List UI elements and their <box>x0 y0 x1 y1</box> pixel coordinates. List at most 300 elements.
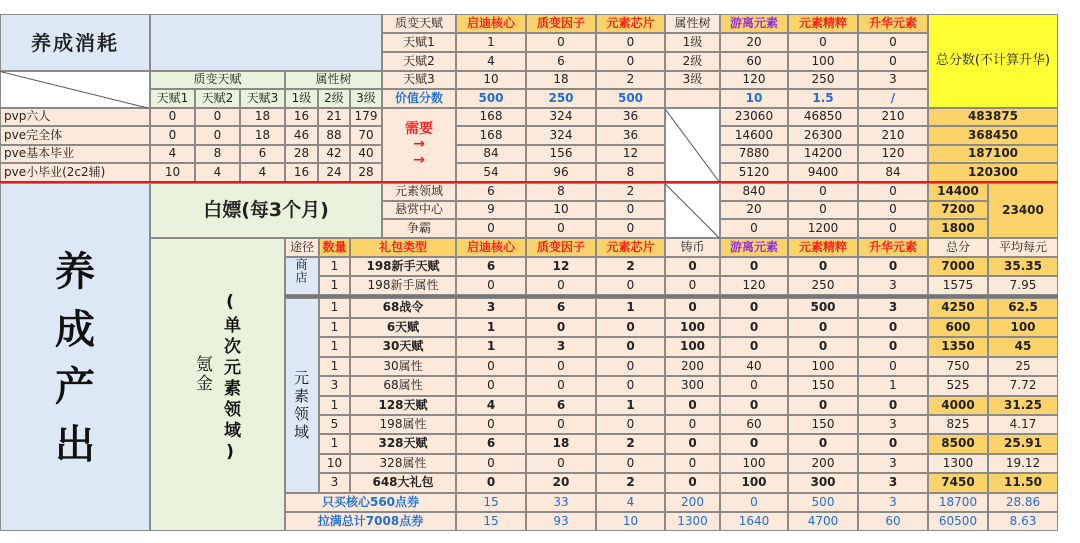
pack-name: 328属性 <box>350 454 456 473</box>
pack-coin: 0 <box>665 396 720 415</box>
need-youli: 23060 <box>720 108 788 126</box>
header-tree: 属性树 <box>665 14 720 33</box>
header-l1: 1级 <box>285 89 318 108</box>
pack-factor: 0 <box>526 357 596 376</box>
consumption-value: 24 <box>318 163 350 182</box>
talent-factor: 0 <box>526 33 596 52</box>
pack-qty: 10 <box>319 454 350 473</box>
pack-factor: 0 <box>526 454 596 473</box>
pack-chip: 2 <box>596 257 665 276</box>
need-shenghua: 120 <box>858 145 928 163</box>
pack-shenghua: 0 <box>858 434 928 454</box>
corner-cell <box>0 71 150 108</box>
output-header-coin: 铸币 <box>665 238 720 257</box>
output-title-char: 出 <box>55 421 95 468</box>
summary-core: 15 <box>456 493 526 512</box>
pack-qty: 1 <box>319 318 350 337</box>
pack-avg: 31.25 <box>988 396 1058 415</box>
consumption-value: 0 <box>195 108 240 126</box>
pack-youli: 0 <box>720 298 788 318</box>
pack-name: 648大礼包 <box>350 473 456 493</box>
pack-chip: 0 <box>596 454 665 473</box>
consumption-value: 10 <box>150 163 195 182</box>
summary-jingcui: 4700 <box>788 512 858 531</box>
pack-total: 1300 <box>928 454 988 473</box>
summary-name: 只买核心560点券 <box>285 493 456 512</box>
pack-chip: 1 <box>596 298 665 318</box>
need-total: 483875 <box>928 108 1058 126</box>
pack-youli: 120 <box>720 276 788 295</box>
need-jingcui: 26300 <box>788 126 858 145</box>
pack-name: 68战令 <box>350 298 456 318</box>
output-title-char: 产 <box>55 364 95 411</box>
level-name: 1级 <box>665 33 720 52</box>
consumption-value: 18 <box>240 108 285 126</box>
pack-factor: 6 <box>526 298 596 318</box>
pack-total: 4250 <box>928 298 988 318</box>
pack-youli: 0 <box>720 318 788 337</box>
output-header-factor: 质变因子 <box>526 238 596 257</box>
summary-coin: 200 <box>665 493 720 512</box>
header-zhibian: 质变天赋 <box>150 71 285 89</box>
consumption-value: 4 <box>195 163 240 182</box>
pack-avg: 11.50 <box>988 473 1058 493</box>
consumption-row-label: pvp六人 <box>0 108 150 126</box>
need-core: 84 <box>456 145 526 163</box>
pack-youli: 60 <box>720 415 788 434</box>
consumption-value: 18 <box>240 126 285 145</box>
pack-factor: 18 <box>526 434 596 454</box>
output-header-chip: 元素芯片 <box>596 238 665 257</box>
pack-factor: 0 <box>526 376 596 396</box>
pack-coin: 0 <box>665 473 720 493</box>
header-youli: 游离元素 <box>720 14 788 33</box>
pack-jingcui: 500 <box>788 298 858 318</box>
output-header-avg: 平均每元 <box>988 238 1058 257</box>
pack-qty: 3 <box>319 473 350 493</box>
pack-chip: 1 <box>596 396 665 415</box>
summary-youli: 1640 <box>720 512 788 531</box>
level-name: 3级 <box>665 71 720 89</box>
value-blank <box>665 89 720 108</box>
pack-factor: 0 <box>526 318 596 337</box>
value-chip: 500 <box>596 89 665 108</box>
need-jingcui: 14200 <box>788 145 858 163</box>
talent-name: 天赋3 <box>382 71 456 89</box>
consumption-value: 42 <box>318 145 350 163</box>
pack-name: 198新手属性 <box>350 276 456 295</box>
talent-factor: 18 <box>526 71 596 89</box>
title-blank <box>150 14 382 71</box>
consumption-value: 0 <box>150 126 195 145</box>
level-shenghua: 0 <box>858 33 928 52</box>
pack-core: 1 <box>456 337 526 357</box>
pack-name: 198新手天赋 <box>350 257 456 276</box>
pack-qty: 1 <box>319 298 350 318</box>
pack-avg: 25.91 <box>988 434 1058 454</box>
pack-total: 7450 <box>928 473 988 493</box>
pack-factor: 12 <box>526 257 596 276</box>
output-header-shenghua: 升华元素 <box>858 238 928 257</box>
pack-total: 1350 <box>928 337 988 357</box>
need-youli: 7880 <box>720 145 788 163</box>
pack-avg: 45 <box>988 337 1058 357</box>
pack-jingcui: 150 <box>788 376 858 396</box>
output-header-route: 途径 <box>285 238 319 257</box>
pack-core: 0 <box>456 276 526 295</box>
need-text: → <box>413 151 425 168</box>
pack-factor: 20 <box>526 473 596 493</box>
level-jingcui: 250 <box>788 71 858 89</box>
pack-core: 0 <box>456 473 526 493</box>
summary-youli: 0 <box>720 493 788 512</box>
pack-youli: 0 <box>720 434 788 454</box>
free-factor: 10 <box>526 201 596 219</box>
free-sum: 23400 <box>988 183 1058 238</box>
pack-qty: 1 <box>319 396 350 415</box>
pack-shenghua: 3 <box>858 415 928 434</box>
consumption-title: 养成消耗 <box>0 14 150 71</box>
free-chip: 2 <box>596 183 665 201</box>
value-core: 500 <box>456 89 526 108</box>
summary-name: 拉满总计7008点券 <box>285 512 456 531</box>
consumption-value: 21 <box>318 108 350 126</box>
consumption-row-label: pve基本毕业 <box>0 145 150 163</box>
pack-total: 8500 <box>928 434 988 454</box>
free-chip: 0 <box>596 201 665 219</box>
need-chip: 12 <box>596 145 665 163</box>
header-total: 总分数(不计算升华) <box>928 14 1058 108</box>
pack-chip: 0 <box>596 357 665 376</box>
summary-coin: 1300 <box>665 512 720 531</box>
pack-youli: 100 <box>720 454 788 473</box>
pack-chip: 0 <box>596 337 665 357</box>
pack-qty: 1 <box>319 337 350 357</box>
pack-qty: 3 <box>319 376 350 396</box>
need-total: 187100 <box>928 145 1058 163</box>
pack-core: 0 <box>456 376 526 396</box>
value-label: 价值分数 <box>382 89 456 108</box>
paid-label: 氪金 <box>192 355 212 393</box>
pack-qty: 1 <box>319 257 350 276</box>
level-jingcui: 100 <box>788 52 858 71</box>
free-jingcui: 1200 <box>788 219 858 238</box>
output-header-pack: 礼包类型 <box>350 238 456 257</box>
consumption-value: 40 <box>350 145 382 163</box>
summary-total: 60500 <box>928 512 988 531</box>
consumption-value: 4 <box>150 145 195 163</box>
talent-chip: 2 <box>596 71 665 89</box>
need-chip: 36 <box>596 126 665 145</box>
need-youli: 14600 <box>720 126 788 145</box>
talent-chip: 0 <box>596 52 665 71</box>
need-youli: 5120 <box>720 163 788 182</box>
summary-factor: 33 <box>526 493 596 512</box>
free-shenghua: 0 <box>858 183 928 201</box>
pack-jingcui: 0 <box>788 257 858 276</box>
free-core: 9 <box>456 201 526 219</box>
need-factor: 324 <box>526 126 596 145</box>
summary-total: 18700 <box>928 493 988 512</box>
pack-jingcui: 150 <box>788 415 858 434</box>
header-jingcui: 元素精粹 <box>788 14 858 33</box>
free-total: 1800 <box>928 219 988 238</box>
pack-qty: 1 <box>319 434 350 454</box>
pack-coin: 100 <box>665 337 720 357</box>
pack-youli: 0 <box>720 376 788 396</box>
pack-jingcui: 0 <box>788 396 858 415</box>
free-chip: 0 <box>596 219 665 238</box>
pack-avg: 35.35 <box>988 257 1058 276</box>
need-core: 168 <box>456 126 526 145</box>
summary-core: 15 <box>456 512 526 531</box>
pack-qty: 1 <box>319 357 350 376</box>
pack-factor: 0 <box>526 415 596 434</box>
pack-total: 1575 <box>928 276 988 295</box>
consumption-value: 16 <box>285 108 318 126</box>
pack-core: 6 <box>456 257 526 276</box>
pack-shenghua: 0 <box>858 318 928 337</box>
value-youli: 10 <box>720 89 788 108</box>
pack-shenghua: 0 <box>858 357 928 376</box>
pack-name: 198属性 <box>350 415 456 434</box>
pack-shenghua: 3 <box>858 473 928 493</box>
summary-jingcui: 500 <box>788 493 858 512</box>
pack-name: 128天赋 <box>350 396 456 415</box>
consumption-row-label: pve完全体 <box>0 126 150 145</box>
talent-name: 天赋2 <box>382 52 456 71</box>
free-shenghua: 0 <box>858 219 928 238</box>
pack-name: 30属性 <box>350 357 456 376</box>
pack-name: 6天赋 <box>350 318 456 337</box>
free-youli: 0 <box>720 219 788 238</box>
summary-shenghua: 3 <box>858 493 928 512</box>
output-header-total: 总分 <box>928 238 988 257</box>
pack-total: 825 <box>928 415 988 434</box>
pack-coin: 0 <box>665 415 720 434</box>
output-header-core: 启迪核心 <box>456 238 526 257</box>
pack-coin: 0 <box>665 454 720 473</box>
pack-shenghua: 3 <box>858 298 928 318</box>
pack-shenghua: 1 <box>858 376 928 396</box>
consumption-value: 70 <box>350 126 382 145</box>
need-shenghua: 210 <box>858 108 928 126</box>
pack-jingcui: 0 <box>788 318 858 337</box>
pack-youli: 100 <box>720 473 788 493</box>
need-shenghua: 84 <box>858 163 928 182</box>
pack-avg: 19.12 <box>988 454 1058 473</box>
free-jingcui: 0 <box>788 183 858 201</box>
level-jingcui: 0 <box>788 33 858 52</box>
need-diag-cell <box>665 108 720 182</box>
pack-coin: 0 <box>665 434 720 454</box>
pack-avg: 100 <box>988 318 1058 337</box>
summary-shenghua: 60 <box>858 512 928 531</box>
output-title-char: 成 <box>55 306 95 353</box>
consumption-value: 88 <box>318 126 350 145</box>
pack-name: 328天赋 <box>350 434 456 454</box>
pack-core: 1 <box>456 318 526 337</box>
summary-chip: 4 <box>596 493 665 512</box>
pack-shenghua: 0 <box>858 396 928 415</box>
output-header-youli: 游离元素 <box>720 238 788 257</box>
consumption-value: 0 <box>150 108 195 126</box>
header-l3: 3级 <box>350 89 382 108</box>
header-t2: 天赋2 <box>195 89 240 108</box>
talent-name: 天赋1 <box>382 33 456 52</box>
pack-total: 600 <box>928 318 988 337</box>
free-factor: 8 <box>526 183 596 201</box>
pack-core: 0 <box>456 454 526 473</box>
consumption-value: 8 <box>195 145 240 163</box>
pack-coin: 0 <box>665 257 720 276</box>
header-chip: 元素芯片 <box>596 14 665 33</box>
free-core: 6 <box>456 183 526 201</box>
pack-coin: 100 <box>665 318 720 337</box>
talent-factor: 6 <box>526 52 596 71</box>
summary-factor: 93 <box>526 512 596 531</box>
shop-label: 商店 <box>294 258 308 284</box>
pack-avg: 4.17 <box>988 415 1058 434</box>
pack-core: 6 <box>456 434 526 454</box>
need-core: 54 <box>456 163 526 182</box>
paid-note: (单次元素领域) <box>220 292 240 466</box>
talent-core: 4 <box>456 52 526 71</box>
output-title <box>0 240 150 470</box>
consumption-value: 16 <box>285 163 318 182</box>
consumption-value: 28 <box>285 145 318 163</box>
talent-core: 1 <box>456 33 526 52</box>
free-diag-cell <box>665 183 720 238</box>
need-core: 168 <box>456 108 526 126</box>
level-youli: 20 <box>720 33 788 52</box>
need-total: 368450 <box>928 126 1058 145</box>
pack-chip: 0 <box>596 376 665 396</box>
pack-youli: 0 <box>720 337 788 357</box>
consumption-value: 6 <box>240 145 285 163</box>
pack-chip: 0 <box>596 318 665 337</box>
header-shuxing: 属性树 <box>285 71 382 89</box>
output-header-jingcui: 元素精粹 <box>788 238 858 257</box>
free-youli: 20 <box>720 201 788 219</box>
consumption-value: 4 <box>240 163 285 182</box>
need-factor: 156 <box>526 145 596 163</box>
pack-shenghua: 3 <box>858 454 928 473</box>
free-title: 白嫖(每3个月) <box>150 183 382 238</box>
need-jingcui: 9400 <box>788 163 858 182</box>
level-youli: 60 <box>720 52 788 71</box>
pack-jingcui: 100 <box>788 357 858 376</box>
need-chip: 8 <box>596 163 665 182</box>
pack-youli: 0 <box>720 396 788 415</box>
need-arrow-cell <box>382 108 456 182</box>
summary-avg: 8.63 <box>988 512 1058 531</box>
summary-chip: 10 <box>596 512 665 531</box>
summary-avg: 28.86 <box>988 493 1058 512</box>
need-shenghua: 210 <box>858 126 928 145</box>
talent-core: 10 <box>456 71 526 89</box>
pack-jingcui: 0 <box>788 434 858 454</box>
header-t3: 天赋3 <box>240 89 285 108</box>
level-shenghua: 0 <box>858 52 928 71</box>
level-shenghua: 3 <box>858 71 928 89</box>
pack-youli: 0 <box>720 257 788 276</box>
consumption-value: 46 <box>285 126 318 145</box>
free-youli: 840 <box>720 183 788 201</box>
header-core: 启迪核心 <box>456 14 526 33</box>
pack-core: 0 <box>456 415 526 434</box>
pack-qty: 1 <box>319 276 350 295</box>
level-name: 2级 <box>665 52 720 71</box>
value-jingcui: 1.5 <box>788 89 858 108</box>
pack-coin: 0 <box>665 298 720 318</box>
pack-avg: 7.95 <box>988 276 1058 295</box>
free-row-name: 元素领域 <box>382 183 456 201</box>
pack-chip: 0 <box>596 276 665 295</box>
pack-jingcui: 200 <box>788 454 858 473</box>
header-shenghua: 升华元素 <box>858 14 928 33</box>
need-text: 需要 <box>405 120 433 137</box>
pack-core: 4 <box>456 396 526 415</box>
output-title-char: 养 <box>55 249 95 295</box>
free-factor: 0 <box>526 219 596 238</box>
consumption-value: 28 <box>350 163 382 182</box>
pack-coin: 300 <box>665 376 720 396</box>
value-factor: 250 <box>526 89 596 108</box>
need-text: → <box>413 136 425 153</box>
consumption-row-label: pve小毕业(2c2辅) <box>0 163 150 182</box>
pack-core: 0 <box>456 357 526 376</box>
output-header-qty: 数量 <box>319 238 350 257</box>
need-total: 120300 <box>928 163 1058 182</box>
consumption-value: 179 <box>350 108 382 126</box>
domain-label: 元素领域 <box>292 370 310 442</box>
free-row-name: 争霸 <box>382 219 456 238</box>
need-factor: 96 <box>526 163 596 182</box>
pack-shenghua: 3 <box>858 276 928 295</box>
consumption-value: 0 <box>195 126 240 145</box>
talent-chip: 0 <box>596 33 665 52</box>
free-total: 7200 <box>928 201 988 219</box>
pack-factor: 6 <box>526 396 596 415</box>
pack-total: 7000 <box>928 257 988 276</box>
pack-shenghua: 0 <box>858 337 928 357</box>
pack-shenghua: 0 <box>858 257 928 276</box>
pack-chip: 0 <box>596 415 665 434</box>
free-row-name: 悬赏中心 <box>382 201 456 219</box>
pack-total: 525 <box>928 376 988 396</box>
pack-avg: 25 <box>988 357 1058 376</box>
header-factor: 质变因子 <box>526 14 596 33</box>
header-t1: 天赋1 <box>150 89 195 108</box>
pack-avg: 7.72 <box>988 376 1058 396</box>
header-l2: 2级 <box>318 89 350 108</box>
pack-core: 3 <box>456 298 526 318</box>
pack-name: 30天赋 <box>350 337 456 357</box>
need-factor: 324 <box>526 108 596 126</box>
pack-coin: 0 <box>665 276 720 295</box>
pack-factor: 0 <box>526 276 596 295</box>
pack-factor: 3 <box>526 337 596 357</box>
header-talent: 质变天赋 <box>382 14 456 33</box>
pack-coin: 200 <box>665 357 720 376</box>
free-jingcui: 0 <box>788 201 858 219</box>
value-shenghua: / <box>858 89 928 108</box>
pack-avg: 62.5 <box>988 298 1058 318</box>
pack-chip: 2 <box>596 434 665 454</box>
free-shenghua: 0 <box>858 201 928 219</box>
pack-jingcui: 250 <box>788 276 858 295</box>
